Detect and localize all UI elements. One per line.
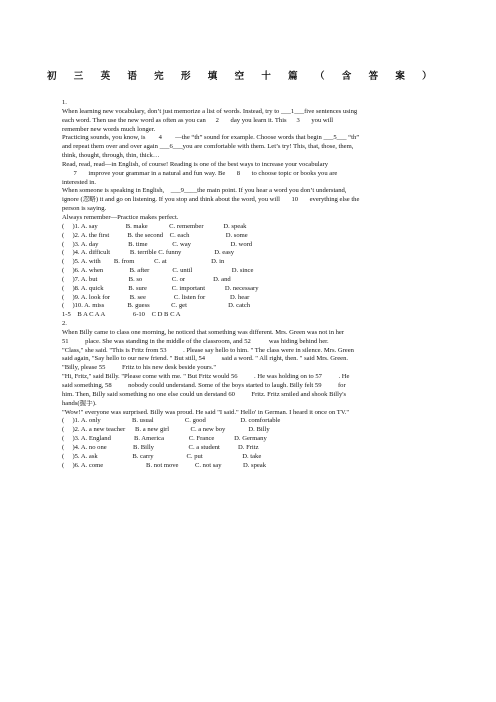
question-option-row: ( )9. A. look for B. see C. listen for D. hear bbox=[62, 293, 250, 301]
passage-1-line: each word. Then use the new word as often as you can 2 day you learn it. This 3 you will bbox=[62, 116, 334, 124]
passage-1-line: When learning new vocabulary, don’t just memorize a list of words. Instead, try to ___1___five sentences using bbox=[62, 107, 358, 115]
page-title: 初三英语完形填空十篇（含答案） bbox=[46, 71, 449, 82]
passage-1-line: Always remember—Practice makes perfect. bbox=[62, 213, 179, 221]
question-option-row: ( )2. A. a new teacher B. a new girl C. a new boy D. Billy bbox=[62, 426, 270, 434]
question-option-row: ( )6. A. come B. not move C. not say D. speak bbox=[62, 461, 267, 469]
passage-2-line: him. Then, Billy said something no one else could un derstand 60 Fritz. Fritz smiled and shook Billy's bbox=[62, 390, 347, 398]
passage-1-line: remember new words much longer. bbox=[62, 125, 156, 133]
question-option-row: ( )1. A. say B. make C. remember D. speak bbox=[62, 222, 247, 230]
question-option-row: ( )5. A. with B. from C. at D. in bbox=[62, 258, 225, 266]
question-option-row: ( )7. A. but B. so C. or D. and bbox=[62, 275, 231, 283]
passage-2-number: 2. bbox=[62, 320, 67, 328]
question-option-row: ( )10. A. miss B. guess C. get D. catch bbox=[62, 302, 251, 310]
passage-2-line: "Hi, Fritz," said Billy. "Please come with me. " But Fritz would 56 . He was holding on to 57 . He bbox=[62, 373, 350, 381]
passage-2-line: 51 place. She was standing in the middle of the classroom, and 52 was hiding behind her. bbox=[62, 337, 329, 345]
question-option-row: ( )3. A. England B. America C. France D. Germany bbox=[62, 435, 267, 443]
passage-2-line: said something, 58 nobody could understand. Some of the boys started to laugh. Billy felt 59 for bbox=[62, 382, 346, 389]
question-option-row: ( )2. A. the first B. the second C. each D. some bbox=[62, 231, 248, 239]
passage-1-line: ignore (忽略) it and go on listening. If you stop and think about the word, you will 10 everything else the bbox=[62, 196, 360, 204]
passage-2-line: "Class," she said. "This is Fritz from 53 . Please say hello to him. " The class were in silence. Mrs. Green bbox=[62, 346, 354, 354]
passage-1-line: person is saying. bbox=[62, 205, 107, 213]
question-option-row: ( )6. A. when B. after C. until D. since bbox=[62, 267, 254, 275]
question-option-row: ( )3. A. day B. time C. way D. word bbox=[62, 240, 253, 248]
passage-2-line: "Billy, please 55 Fritz to his new desk beside yours." bbox=[62, 364, 217, 372]
passage-1-line: 7 improve your grammar in a natural and fun way. Be 8 to choose topic or books you are bbox=[62, 169, 338, 177]
question-option-row: ( )4. A. no one B. Billy C. a student D. Fritz bbox=[62, 443, 259, 451]
answer-key: 1-5 B A C A A 6-10 C D B C A bbox=[62, 311, 181, 319]
passage-1-line: When someone is speaking in English, ___9____the main point. If you hear a word you don’t understand, bbox=[62, 187, 347, 195]
question-option-row: ( )8. A. quick B. sure C. important D. necessary bbox=[62, 284, 259, 292]
passage-1-line: and repeat them over and over again ___6___you are comfortable with them. Let’s try! This, that, those, them, bbox=[62, 143, 354, 151]
passage-1-line: Read, read, read—in English, of course! Reading is one of the best ways to increase your vocabulary bbox=[62, 160, 329, 168]
question-option-row: ( )5. A. ask B. carry C. put D. take bbox=[62, 452, 262, 460]
question-option-row: ( )1. A. only B. usual C. good D. comfortable bbox=[62, 417, 281, 425]
passage-2-line: hands(握手). bbox=[62, 399, 97, 407]
passage-2-line: said again, "Say hello to our new friend. " But still, 54 said a word. " All right, then. " said Mrs. Green. bbox=[62, 355, 349, 363]
document-body bbox=[62, 99, 436, 470]
passage-1-line: interested in. bbox=[62, 178, 97, 186]
question-option-row: ( )4. A. difficult B. terrible C. funny D. easy bbox=[62, 249, 235, 257]
passage-2-line: When Billy came to class one morning, he noticed that something was different. Mrs. Green was not in her bbox=[62, 328, 345, 336]
passage-1-line: Practicing sounds, you know, is 4 —the “th” sound for example. Choose words that begin ___5___ “th” bbox=[62, 134, 360, 142]
passage-2-line: "Wow!" everyone was surprised. Billy was proud. He said "I said." Hello' in German. I heard it once on TV." bbox=[62, 408, 350, 416]
passage-1-number: 1. bbox=[62, 99, 67, 106]
passage-1-line: think, thought, through, thin, thick… bbox=[62, 152, 160, 160]
